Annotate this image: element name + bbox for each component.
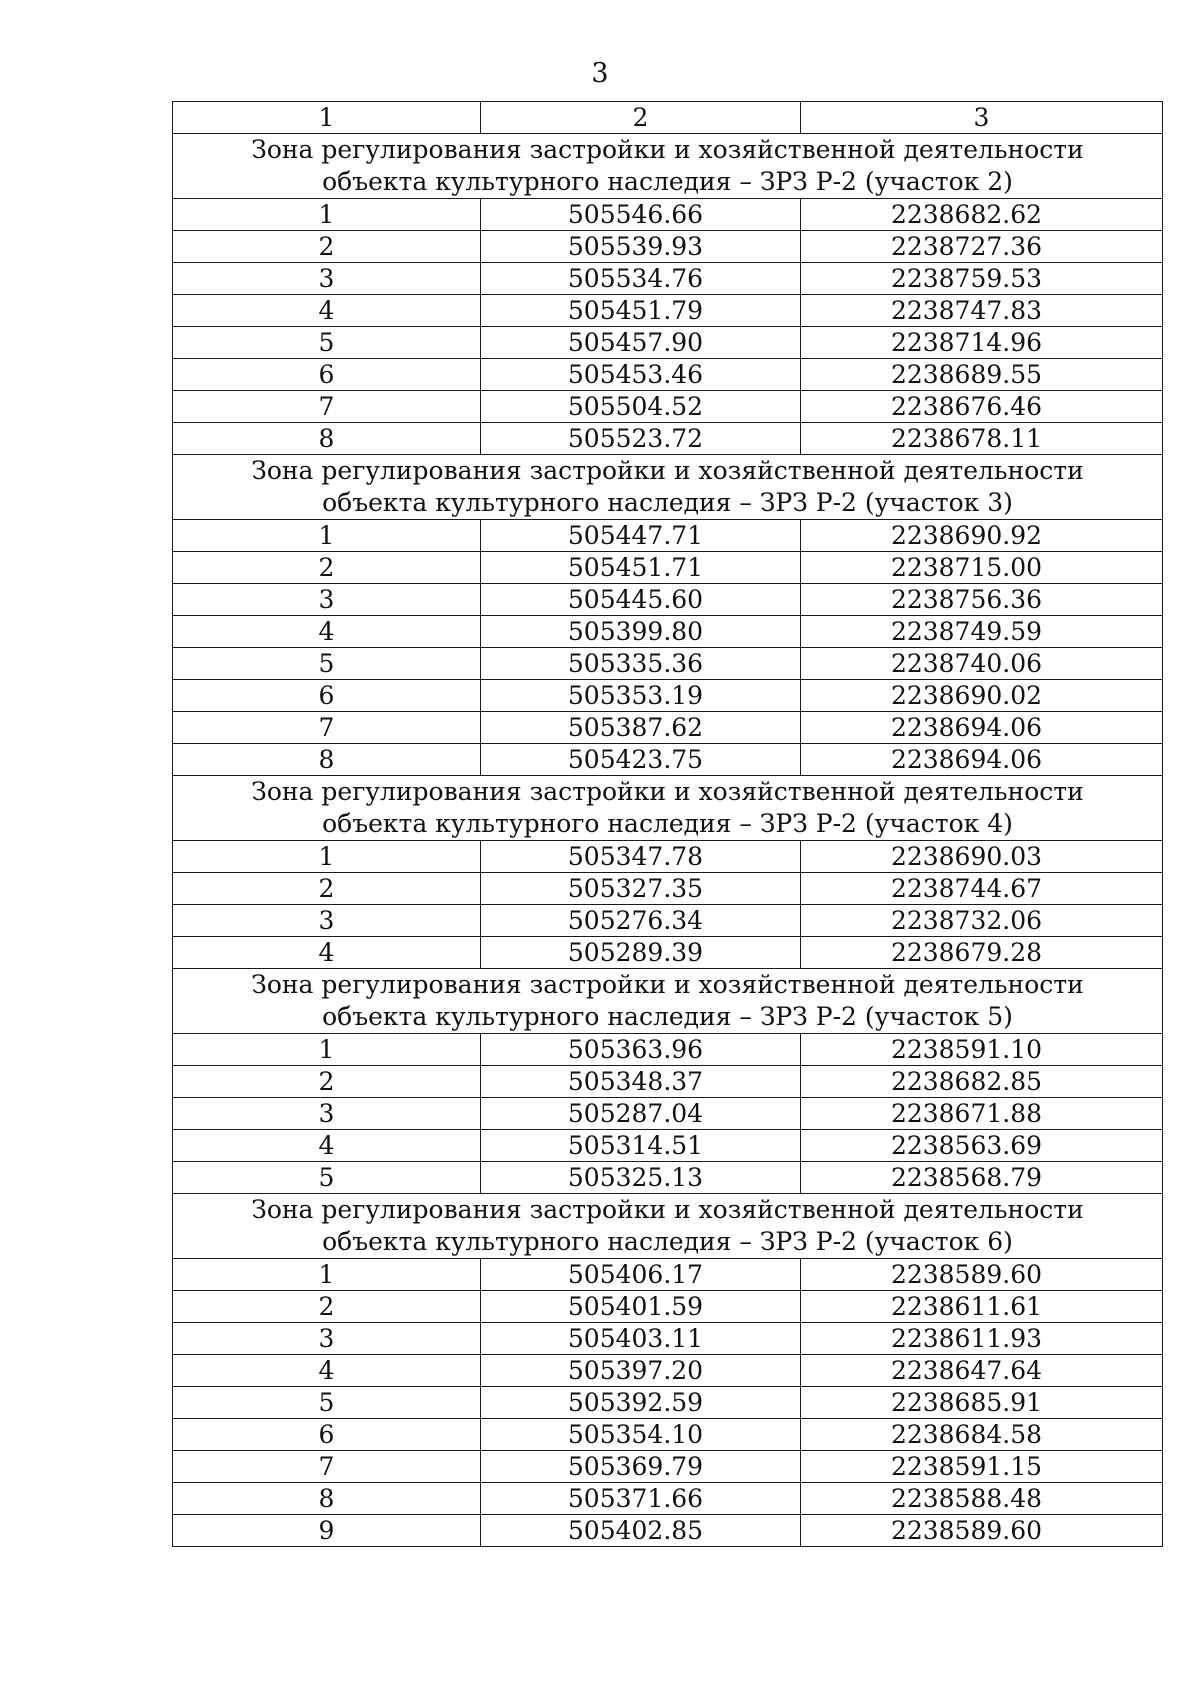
header-row <box>173 102 1163 134</box>
point-number-cell: 3 <box>173 584 481 616</box>
y-coordinate-cell: 2238591.15 <box>801 1451 1163 1483</box>
x-coordinate-cell: 505451.71 <box>481 552 801 584</box>
zone-heading <box>173 134 1163 199</box>
table-row <box>173 1419 1163 1451</box>
x-coordinate-cell: 505403.11 <box>481 1323 801 1355</box>
point-number-cell: 4 <box>173 295 481 327</box>
table-row <box>173 1387 1163 1419</box>
table-row <box>173 1355 1163 1387</box>
y-coordinate-cell: 2238747.83 <box>801 295 1163 327</box>
table-row <box>173 1483 1163 1515</box>
x-coordinate-cell: 505354.10 <box>481 1419 801 1451</box>
zone-heading <box>173 455 1163 520</box>
x-coordinate-cell: 505347.78 <box>481 841 801 873</box>
x-coordinate-cell: 505371.66 <box>481 1483 801 1515</box>
y-coordinate-cell: 2238694.06 <box>801 744 1163 776</box>
x-coordinate-cell: 505534.76 <box>481 263 801 295</box>
x-coordinate-cell: 505397.20 <box>481 1355 801 1387</box>
table-row <box>173 1098 1163 1130</box>
point-number-cell: 4 <box>173 616 481 648</box>
x-coordinate-cell: 505289.39 <box>481 937 801 969</box>
y-coordinate-cell: 2238676.46 <box>801 391 1163 423</box>
x-coordinate-cell: 505451.79 <box>481 295 801 327</box>
table-row <box>173 1259 1163 1291</box>
table-row <box>173 1451 1163 1483</box>
zone-heading <box>173 969 1163 1034</box>
point-number-cell: 8 <box>173 1483 481 1515</box>
y-coordinate-cell: 2238589.60 <box>801 1259 1163 1291</box>
point-number-cell: 1 <box>173 1034 481 1066</box>
zone-heading <box>173 776 1163 841</box>
point-number-cell: 7 <box>173 712 481 744</box>
zone-heading-line-1: Зона регулирования застройки и хозяйственной деятельности <box>251 777 1084 806</box>
y-coordinate-cell: 2238588.48 <box>801 1483 1163 1515</box>
point-number-cell: 2 <box>173 231 481 263</box>
point-number-cell: 6 <box>173 359 481 391</box>
zone-heading-line-1: Зона регулирования застройки и хозяйственной деятельности <box>251 135 1084 164</box>
y-coordinate-cell: 2238727.36 <box>801 231 1163 263</box>
point-number-cell: 5 <box>173 1387 481 1419</box>
x-coordinate-cell: 505325.13 <box>481 1162 801 1194</box>
point-number-cell: 1 <box>173 841 481 873</box>
x-coordinate-cell: 505406.17 <box>481 1259 801 1291</box>
x-coordinate-cell: 505399.80 <box>481 616 801 648</box>
y-coordinate-cell: 2238685.91 <box>801 1387 1163 1419</box>
y-coordinate-cell: 2238679.28 <box>801 937 1163 969</box>
table-row <box>173 327 1163 359</box>
table-row <box>173 744 1163 776</box>
table-row <box>173 1130 1163 1162</box>
table-row <box>173 199 1163 231</box>
y-coordinate-cell: 2238744.67 <box>801 873 1163 905</box>
table-row <box>173 391 1163 423</box>
x-coordinate-cell: 505363.96 <box>481 1034 801 1066</box>
table-row <box>173 873 1163 905</box>
x-coordinate-cell: 505457.90 <box>481 327 801 359</box>
header-cell-y: 3 <box>801 102 1163 134</box>
point-number-cell: 5 <box>173 1162 481 1194</box>
x-coordinate-cell: 505335.36 <box>481 648 801 680</box>
table-row <box>173 584 1163 616</box>
zone-heading-row <box>173 776 1163 841</box>
y-coordinate-cell: 2238678.11 <box>801 423 1163 455</box>
y-coordinate-cell: 2238740.06 <box>801 648 1163 680</box>
x-coordinate-cell: 505423.75 <box>481 744 801 776</box>
table-row <box>173 905 1163 937</box>
y-coordinate-cell: 2238568.79 <box>801 1162 1163 1194</box>
point-number-cell: 6 <box>173 1419 481 1451</box>
zone-heading <box>173 1194 1163 1259</box>
y-coordinate-cell: 2238682.62 <box>801 199 1163 231</box>
x-coordinate-cell: 505504.52 <box>481 391 801 423</box>
x-coordinate-cell: 505401.59 <box>481 1291 801 1323</box>
point-number-cell: 6 <box>173 680 481 712</box>
x-coordinate-cell: 505539.93 <box>481 231 801 263</box>
point-number-cell: 3 <box>173 263 481 295</box>
table-body <box>173 102 1163 1547</box>
y-coordinate-cell: 2238611.93 <box>801 1323 1163 1355</box>
zone-heading-row <box>173 134 1163 199</box>
point-number-cell: 2 <box>173 1291 481 1323</box>
point-number-cell: 7 <box>173 391 481 423</box>
zone-heading-row <box>173 969 1163 1034</box>
x-coordinate-cell: 505402.85 <box>481 1515 801 1547</box>
table-row <box>173 1034 1163 1066</box>
y-coordinate-cell: 2238671.88 <box>801 1098 1163 1130</box>
x-coordinate-cell: 505392.59 <box>481 1387 801 1419</box>
point-number-cell: 8 <box>173 744 481 776</box>
y-coordinate-cell: 2238756.36 <box>801 584 1163 616</box>
zone-heading-line-2: объекта культурного наследия – ЗРЗ Р-2 (участок 4) <box>322 809 1013 838</box>
zone-heading-line-2: объекта культурного наследия – ЗРЗ Р-2 (участок 6) <box>322 1227 1013 1256</box>
table-row <box>173 520 1163 552</box>
x-coordinate-cell: 505353.19 <box>481 680 801 712</box>
y-coordinate-cell: 2238690.02 <box>801 680 1163 712</box>
x-coordinate-cell: 505387.62 <box>481 712 801 744</box>
zone-heading-line-2: объекта культурного наследия – ЗРЗ Р-2 (участок 2) <box>322 167 1013 196</box>
x-coordinate-cell: 505523.72 <box>481 423 801 455</box>
table-row <box>173 359 1163 391</box>
header-cell-x: 2 <box>481 102 801 134</box>
y-coordinate-cell: 2238749.59 <box>801 616 1163 648</box>
zone-heading-row <box>173 455 1163 520</box>
header-cell-point: 1 <box>173 102 481 134</box>
y-coordinate-cell: 2238684.58 <box>801 1419 1163 1451</box>
table-row <box>173 648 1163 680</box>
x-coordinate-cell: 505327.35 <box>481 873 801 905</box>
y-coordinate-cell: 2238759.53 <box>801 263 1163 295</box>
table-row <box>173 231 1163 263</box>
point-number-cell: 8 <box>173 423 481 455</box>
point-number-cell: 1 <box>173 520 481 552</box>
point-number-cell: 5 <box>173 648 481 680</box>
point-number-cell: 3 <box>173 1323 481 1355</box>
point-number-cell: 9 <box>173 1515 481 1547</box>
y-coordinate-cell: 2238611.61 <box>801 1291 1163 1323</box>
table-row <box>173 616 1163 648</box>
table-row <box>173 552 1163 584</box>
x-coordinate-cell: 505287.04 <box>481 1098 801 1130</box>
table-row <box>173 712 1163 744</box>
point-number-cell: 2 <box>173 1066 481 1098</box>
x-coordinate-cell: 505445.60 <box>481 584 801 616</box>
table-row <box>173 1066 1163 1098</box>
zone-heading-line-1: Зона регулирования застройки и хозяйственной деятельности <box>251 970 1084 999</box>
point-number-cell: 2 <box>173 873 481 905</box>
zone-heading-line-2: объекта культурного наследия – ЗРЗ Р-2 (участок 3) <box>322 488 1013 517</box>
table-row <box>173 423 1163 455</box>
table-row <box>173 680 1163 712</box>
x-coordinate-cell: 505447.71 <box>481 520 801 552</box>
zone-heading-line-1: Зона регулирования застройки и хозяйственной деятельности <box>251 456 1084 485</box>
x-coordinate-cell: 505314.51 <box>481 1130 801 1162</box>
y-coordinate-cell: 2238694.06 <box>801 712 1163 744</box>
y-coordinate-cell: 2238690.92 <box>801 520 1163 552</box>
y-coordinate-cell: 2238715.00 <box>801 552 1163 584</box>
y-coordinate-cell: 2238647.64 <box>801 1355 1163 1387</box>
y-coordinate-cell: 2238714.96 <box>801 327 1163 359</box>
y-coordinate-cell: 2238591.10 <box>801 1034 1163 1066</box>
table-row <box>173 1291 1163 1323</box>
table-row <box>173 841 1163 873</box>
zone-heading-line-2: объекта культурного наследия – ЗРЗ Р-2 (участок 5) <box>322 1002 1013 1031</box>
zone-heading-line-1: Зона регулирования застройки и хозяйственной деятельности <box>251 1195 1084 1224</box>
point-number-cell: 1 <box>173 199 481 231</box>
x-coordinate-cell: 505453.46 <box>481 359 801 391</box>
y-coordinate-cell: 2238682.85 <box>801 1066 1163 1098</box>
point-number-cell: 3 <box>173 905 481 937</box>
table-row <box>173 295 1163 327</box>
point-number-cell: 4 <box>173 1130 481 1162</box>
point-number-cell: 3 <box>173 1098 481 1130</box>
table-row <box>173 1323 1163 1355</box>
point-number-cell: 1 <box>173 1259 481 1291</box>
zone-heading-row <box>173 1194 1163 1259</box>
table-row <box>173 1515 1163 1547</box>
page-number: 3 <box>591 58 609 89</box>
y-coordinate-cell: 2238689.55 <box>801 359 1163 391</box>
x-coordinate-cell: 505348.37 <box>481 1066 801 1098</box>
y-coordinate-cell: 2238690.03 <box>801 841 1163 873</box>
coordinates-table <box>172 101 1163 1547</box>
y-coordinate-cell: 2238732.06 <box>801 905 1163 937</box>
point-number-cell: 7 <box>173 1451 481 1483</box>
table-row <box>173 263 1163 295</box>
x-coordinate-cell: 505546.66 <box>481 199 801 231</box>
table-row <box>173 1162 1163 1194</box>
point-number-cell: 4 <box>173 937 481 969</box>
point-number-cell: 4 <box>173 1355 481 1387</box>
y-coordinate-cell: 2238589.60 <box>801 1515 1163 1547</box>
x-coordinate-cell: 505276.34 <box>481 905 801 937</box>
point-number-cell: 2 <box>173 552 481 584</box>
x-coordinate-cell: 505369.79 <box>481 1451 801 1483</box>
point-number-cell: 5 <box>173 327 481 359</box>
table-row <box>173 937 1163 969</box>
y-coordinate-cell: 2238563.69 <box>801 1130 1163 1162</box>
